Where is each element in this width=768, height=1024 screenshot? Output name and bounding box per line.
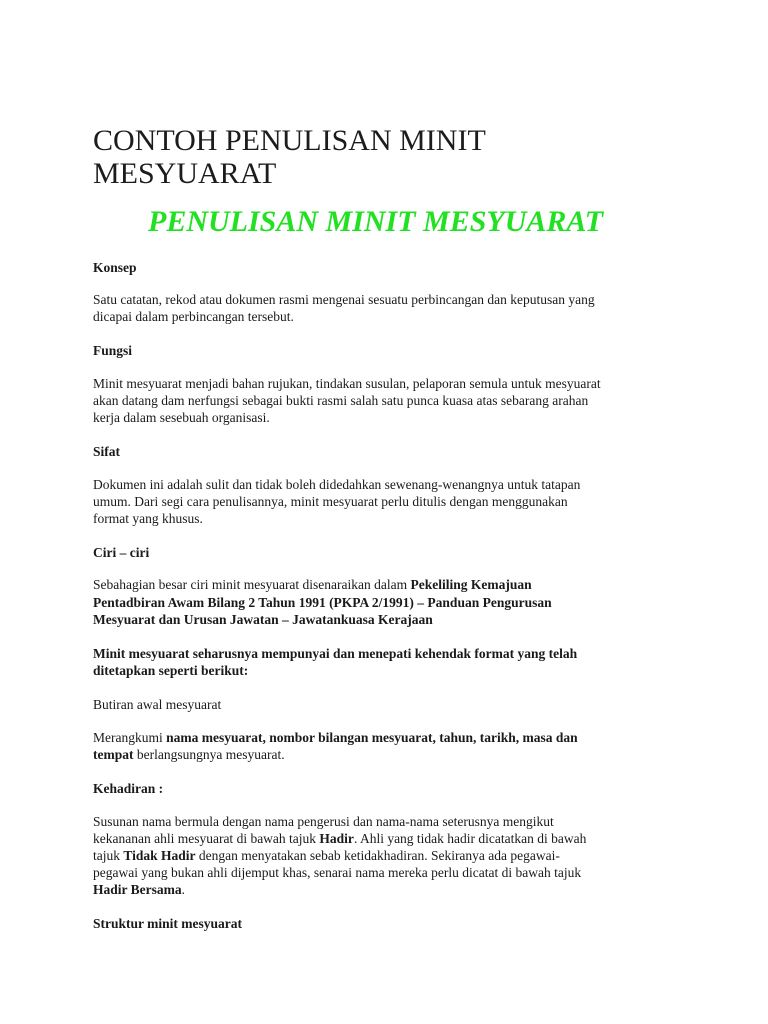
heading-sifat: Sifat [93,444,120,459]
kehadiran-line-5 [93,881,185,898]
heading-konsep: Konsep [93,260,137,275]
kehadiran-l5-c: . [181,882,185,897]
ciri-p2-line-2: ditetapkan seperti berikut: [93,663,249,678]
fungsi-line-1: Minit mesyuarat menjadi bahan rujukan, tindakan susulan, pelaporan semula untuk mesyuarat [93,376,601,391]
butiran-line-1 [93,729,578,746]
butiran-text: Merangkumi [93,730,167,745]
heading-kehadiran: Kehadiran : [93,781,164,796]
butiran-bold-tempat: tempat [93,747,134,762]
sifat-line-3: format yang khusus. [93,511,203,526]
butiran-line-2 [93,746,285,763]
sifat-line-2: umum. Dari segi cara penulisannya, minit mesyuarat perlu ditulis dengan menggunakan [93,494,568,509]
kehadiran-line-3 [93,847,560,864]
sifat-line-1: Dokumen ini adalah sulit dan tidak boleh didedahkan sewenang-wenangnya untuk tatapan [93,477,581,492]
kehadiran-l2-hadir: Hadir [319,831,354,846]
kehadiran-l2-c: . Ahli yang tidak hadir dicatatkan di bawah [353,831,587,846]
ciri-p2-line-1: Minit mesyuarat seharusnya mempunyai dan menepati kehendak format yang telah [93,646,578,661]
konsep-line-2: dicapai dalam perbincangan tersebut. [93,309,294,324]
ciri-p1-line-3: Mesyuarat dan Urusan Jawatan – Jawatankuasa Kerajaan [93,612,433,627]
ciri-p1-line-1 [93,576,532,593]
kehadiran-line-1: Susunan nama bermula dengan nama pengerusi dan nama-nama seterusnya mengikut [93,814,554,829]
kehadiran-l5-hadir-bersama: Hadir Bersama [93,882,182,897]
fungsi-line-2: akan datang dam nerfungsi sebagai bukti rasmi salah satu punca kuasa atas sebarang arahan [93,393,589,408]
konsep-line-1: Satu catatan, rekod atau dokumen rasmi mengenai sesuatu perbincangan dan keputusan yang [93,292,595,307]
document-title-line-2: MESYUARAT [93,157,277,190]
butiran-bold: nama mesyuarat, nombor bilangan mesyuarat, tahun, tarikh, masa dan [166,730,578,745]
ciri-p1-bold: Pekeliling Kemajuan [410,577,532,592]
butiran-text-end: berlangsungnya mesyuarat. [133,747,285,762]
kehadiran-l3-a: tajuk [93,848,124,863]
heading-butiran: Butiran awal mesyuarat [93,697,222,712]
heading-fungsi: Fungsi [93,343,133,358]
kehadiran-l3-tidak-hadir: Tidak Hadir [123,848,196,863]
fungsi-line-3: kerja dalam sesebuah organisasi. [93,410,270,425]
ciri-p1-line-2: Pentadbiran Awam Bilang 2 Tahun 1991 (PKPA 2/1991) – Panduan Pengurusan [93,595,552,610]
kehadiran-l2-a: kekananan ahli mesyuarat di bawah tajuk [93,831,320,846]
kehadiran-l3-c: dengan menyatakan sebab ketidakhadiran. Sekiranya ada pegawai- [195,848,560,863]
document-subtitle: PENULISAN MINIT MESYUARAT [148,205,604,238]
heading-ciri: Ciri – ciri [93,545,150,560]
heading-struktur: Struktur minit mesyuarat [93,916,243,931]
kehadiran-line-4: pegawai yang bukan ahli dijemput khas, senarai nama mereka perlu dicatat di bawah tajuk [93,865,582,880]
ciri-p1-text: Sebahagian besar ciri minit mesyuarat disenaraikan dalam [93,577,411,592]
document-title-line-1: CONTOH PENULISAN MINIT [93,124,486,157]
kehadiran-line-2 [93,830,586,847]
